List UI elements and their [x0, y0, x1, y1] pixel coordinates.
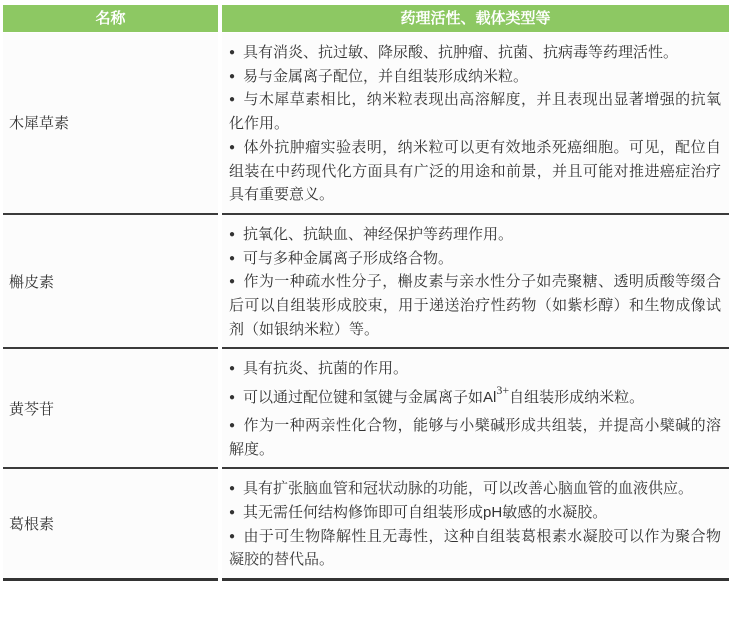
bullet-item	[229, 357, 721, 381]
bullet-icon: ●	[229, 530, 236, 542]
table-row	[3, 33, 729, 213]
bullet-text: 作为一种两亲性化合物，能够与小檗碱形成共组装，并提高小檗碱的溶解度。	[229, 416, 721, 458]
table-header-name: 名称	[3, 5, 218, 32]
bullet-text: 体外抗肿瘤实验表明，纳米粒可以更有效地杀死癌细胞。可见，配位自组装在中药现代化方面具有广泛的用途和前景，并且可能对推进癌症治疗具有重要意义。	[229, 138, 721, 204]
bullet-text: 由于可生物降解性且无毒性，这种自组装葛根素水凝胶可以作为聚合物凝胶的替代品。	[229, 527, 721, 569]
superscript-charge: 3+	[496, 383, 510, 398]
table-row	[3, 347, 729, 467]
bullet-icon: ●	[229, 70, 236, 82]
bullet-icon: ●	[229, 392, 236, 404]
bullet-text: 与木犀草素相比，纳米粒表现出高溶解度，并且表现出显著增强的抗氧化作用。	[229, 91, 721, 133]
table-row	[3, 213, 729, 348]
bullet-item	[229, 270, 721, 341]
drug-activity-cell	[222, 467, 729, 581]
bullet-icon: ●	[229, 94, 236, 106]
bullet-icon: ●	[229, 483, 236, 495]
bullet-text: 具有扩张脑血管和冠状动脉的功能，可以改善心脑血管的血液供应。	[243, 480, 694, 498]
bullet-item	[229, 477, 721, 501]
bullet-item	[229, 223, 721, 247]
drug-activity-table	[3, 5, 729, 581]
bullet-text: 具有抗炎、抗菌的作用。	[243, 360, 409, 378]
bullet-icon: ●	[229, 47, 236, 58]
drug-activity-cell	[222, 347, 729, 467]
bullet-item	[229, 383, 721, 410]
bullet-icon: ●	[229, 141, 236, 153]
bullet-icon: ●	[229, 506, 236, 518]
drug-activity-cell	[222, 33, 729, 213]
bullet-icon: ●	[229, 419, 236, 431]
bullet-item	[229, 88, 721, 135]
bullet-icon: ●	[229, 363, 236, 375]
bullet-text: 抗氧化、抗缺血、神经保护等药理作用。	[243, 225, 514, 243]
table-header-activity: 药理活性、载体类型等	[222, 5, 729, 32]
bullet-icon: ●	[229, 228, 236, 240]
drug-name: 黄芩苷	[3, 347, 218, 467]
bullet-icon: ●	[229, 252, 236, 264]
drug-activity-cell	[222, 213, 729, 348]
bullet-item	[229, 65, 721, 89]
bullet-text: 可与多种金属离子形成络合物。	[243, 249, 454, 267]
bullet-item	[229, 414, 721, 461]
bullet-text: 易与金属离子配位，并自组装形成纳米粒。	[243, 67, 529, 85]
bullet-item	[229, 501, 721, 525]
bullet-icon: ●	[229, 276, 236, 288]
bullet-item	[229, 247, 721, 271]
drug-name: 葛根素	[3, 467, 218, 581]
bullet-item	[229, 41, 721, 65]
bullet-text: 作为一种疏水性分子，槲皮素与亲水性分子如壳聚糖、透明质酸等缀合后可以自组装形成胶束，用于递送治疗性药物（如紫杉醇）和生物成像试剂（如银纳米粒）等。	[229, 273, 721, 338]
table-row	[3, 467, 729, 581]
bullet-text: 具有消炎、抗过敏、降尿酸、抗肿瘤、抗菌、抗病毒等药理活性。	[243, 44, 679, 61]
bullet-item	[229, 525, 721, 572]
drug-name: 槲皮素	[3, 213, 218, 348]
bullet-item	[229, 136, 721, 207]
drug-name: 木犀草素	[3, 33, 218, 213]
table-header-row	[3, 5, 729, 32]
bullet-text: 可以通过配位键和氢键与金属离子如Al	[243, 389, 497, 407]
bullet-text: 自组装形成纳米粒。	[509, 389, 645, 407]
bullet-text: 其无需任何结构修饰即可自组装形成pH敏感的水凝胶。	[243, 503, 608, 521]
